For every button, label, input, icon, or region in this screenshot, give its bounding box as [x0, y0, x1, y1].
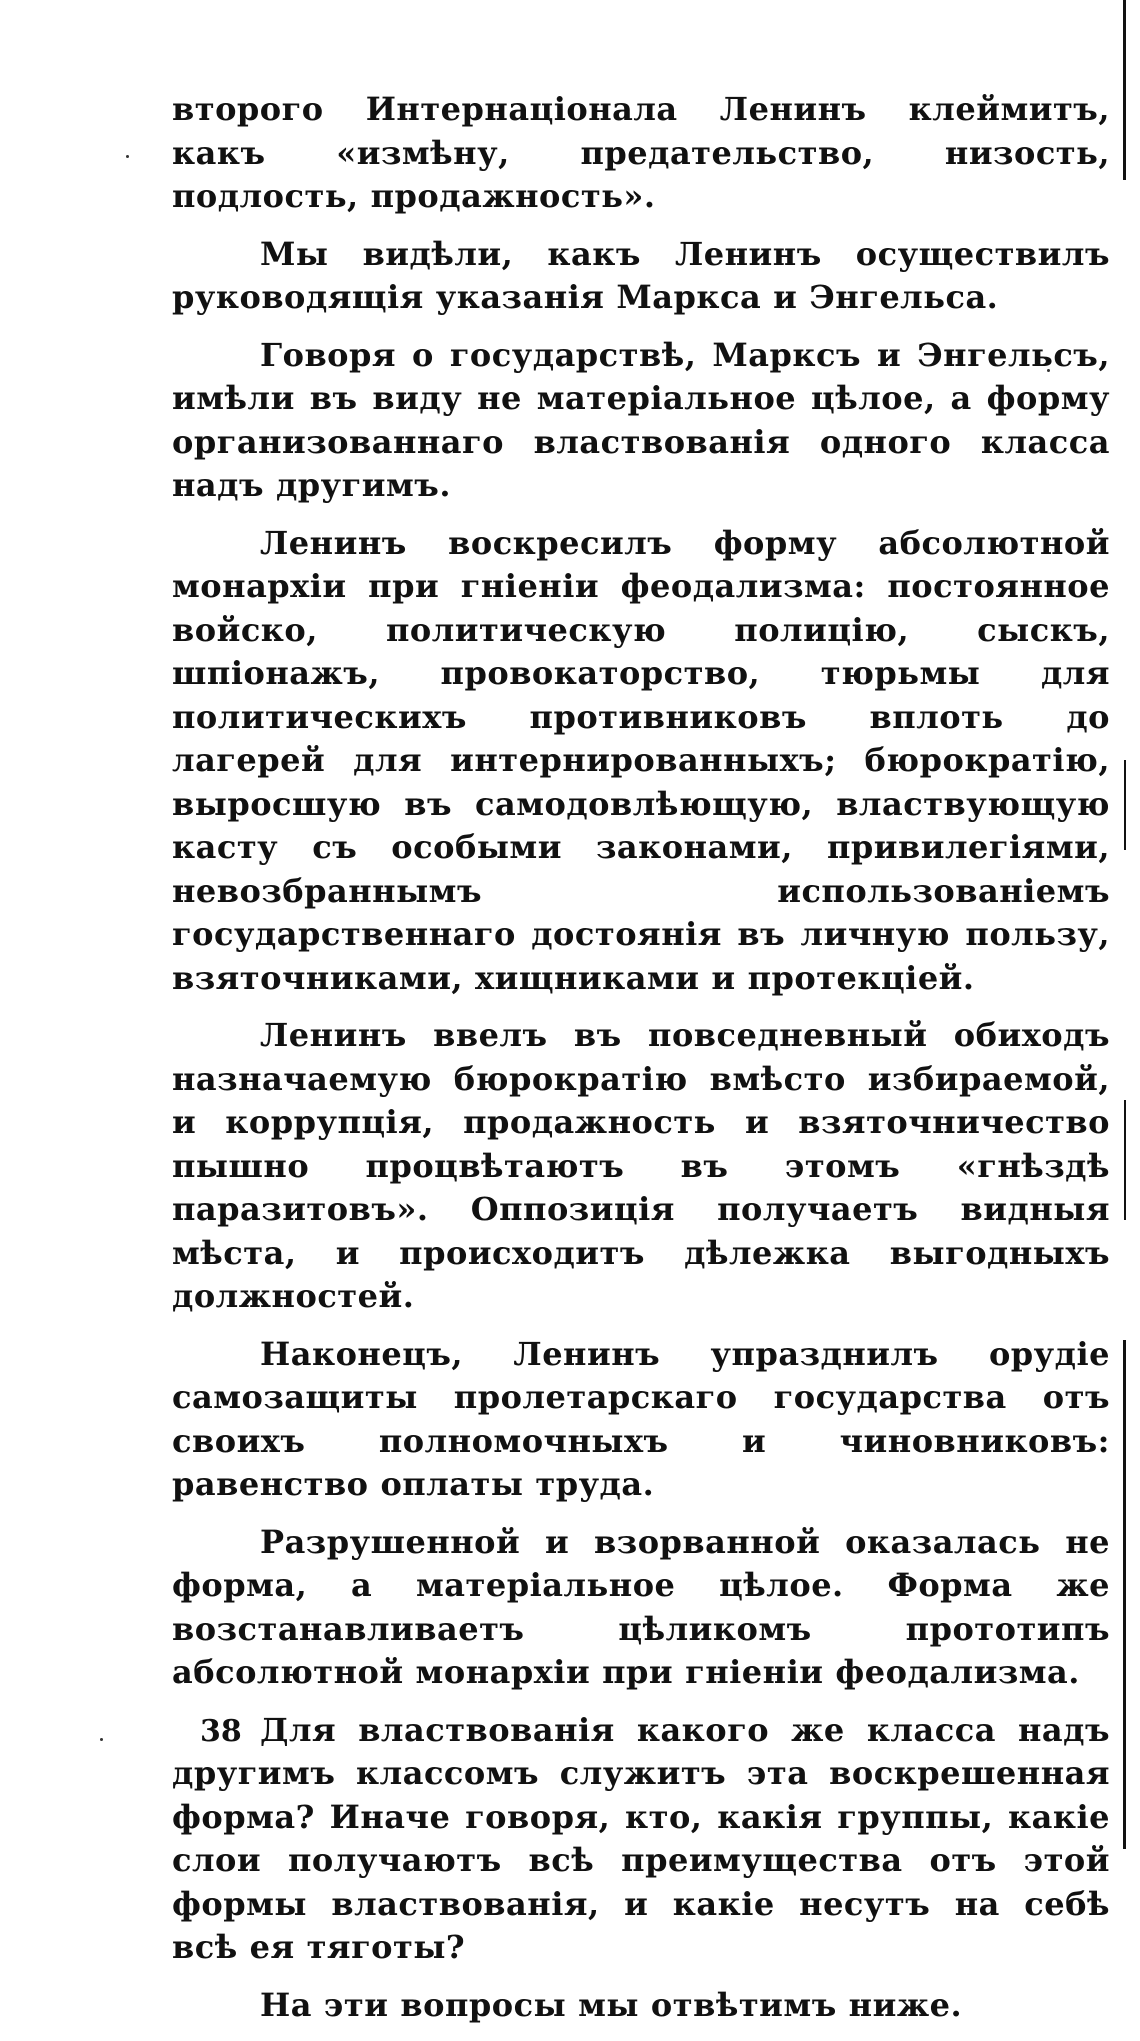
scan-edge-mark	[1123, 1340, 1126, 1849]
body-text	[172, 88, 1110, 2041]
paragraph: второго Интернаціонала Ленинъ клеймитъ, какъ «измѣну, предательство, низость, подлость, продажность».	[172, 90, 1110, 215]
paragraph: Для властвованія какого же класса надъ другимъ классомъ служитъ эта воскрешенная форма? Иначе говоря, кто, какія группы, какіе слои получаютъ всѣ преимущества отъ этой формы властвованія, и какіе несутъ на себѣ всѣ ея тяготы?	[172, 1710, 1110, 1966]
page-number: 38	[200, 1714, 242, 1749]
paragraph: Говоря о государствѣ, Марксъ и Энгельсъ, имѣли въ виду не матеріальное цѣлое, а форму организованнаго властвованія одного класса надъ другимъ.	[172, 335, 1110, 504]
scan-edge-mark	[1123, 0, 1126, 180]
scan-speck	[126, 155, 129, 158]
scan-edge-mark	[1124, 760, 1126, 850]
paragraph: Разрушенной и взорванной оказалась не форма, а матеріальное цѣлое. Форма же возстанавливаетъ цѣликомъ прототипъ абсолютной монархіи при гніеніи феодализма.	[172, 1522, 1110, 1691]
scan-speck	[100, 1738, 103, 1741]
paragraph: Мы видѣли, какъ Ленинъ осуществилъ руководящія указанія Маркса и Энгельса.	[172, 234, 1110, 316]
scan-edge-mark	[1124, 1100, 1126, 1220]
paragraph: Наконецъ, Ленинъ упразднилъ орудіе самозащиты пролетарскаго государства отъ своихъ полномочныхъ и чиновниковъ: равенство оплаты труда.	[172, 1334, 1110, 1503]
paragraph: Ленинъ воскресилъ форму абсолютной монархіи при гніеніи феодализма: постоянное войско, политическую полицію, сыскъ, шпіонажъ, провокаторство, тюрьмы для политическихъ противниковъ вплоть до лагерей для интернированныхъ; бюрократію, выросшую въ самодовлѣющую, властвующую касту съ особыми законами, привилегіями, невозбраннымъ использованіемъ государственнаго достоянія въ личную пользу, взяточниками, хищниками и протекціей.	[172, 523, 1110, 997]
paragraph: Ленинъ ввелъ въ повседневный обиходъ назначаемую бюрократію вмѣсто избираемой, и коррупція, продажность и взяточничество пышно процвѣтаютъ въ этомъ «гнѣздѣ паразитовъ». Оппозиція получаетъ видныя мѣста, и происходитъ дѣлежка выгодныхъ должностей.	[172, 1016, 1110, 1315]
paragraph: На эти вопросы мы отвѣтимъ ниже.	[260, 1985, 963, 2024]
